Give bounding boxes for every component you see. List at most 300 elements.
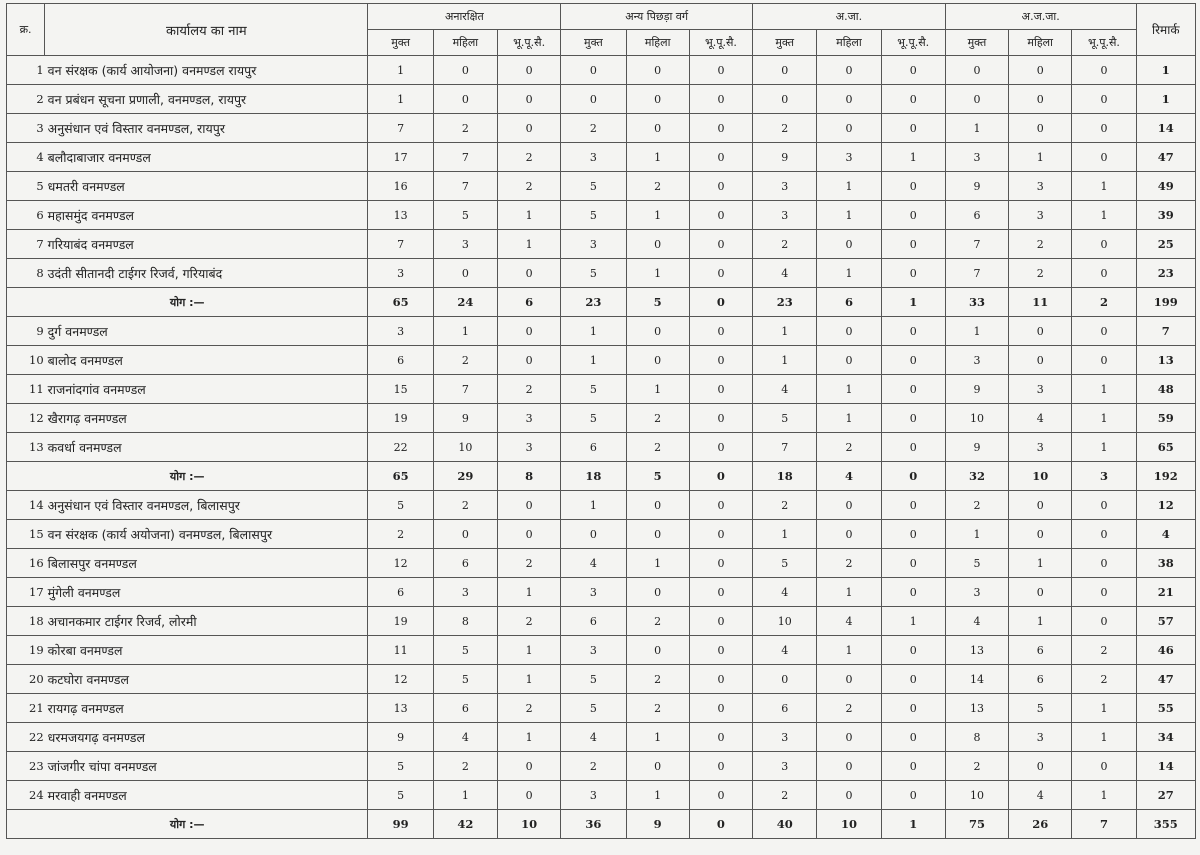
count-cell: 3: [433, 578, 497, 607]
count-cell: 9: [945, 172, 1008, 201]
count-cell: 0: [689, 781, 752, 810]
count-cell: 3: [945, 143, 1008, 172]
count-cell: 16: [368, 172, 433, 201]
count-cell: 5: [561, 665, 626, 694]
count-cell: 0: [881, 230, 945, 259]
count-cell: 7: [945, 230, 1008, 259]
table-row: [7, 143, 1196, 172]
count-cell: 1: [433, 781, 497, 810]
count-cell: 9: [753, 143, 817, 172]
count-cell: 42: [433, 810, 497, 839]
count-cell: 1: [945, 317, 1008, 346]
count-cell: 13: [368, 201, 433, 230]
count-cell: 3: [498, 433, 561, 462]
count-cell: 0: [498, 317, 561, 346]
count-cell: 0: [1072, 578, 1136, 607]
serial-number: 8: [7, 259, 45, 288]
count-cell: 5: [368, 491, 433, 520]
count-cell: 4: [753, 636, 817, 665]
count-cell: 6: [561, 607, 626, 636]
count-cell: 5: [561, 404, 626, 433]
count-cell: 9: [626, 810, 689, 839]
count-cell: 0: [1009, 56, 1072, 85]
count-cell: 0: [1072, 346, 1136, 375]
count-cell: 8: [498, 462, 561, 491]
total-row: [7, 462, 1196, 491]
count-cell: 7: [433, 172, 497, 201]
count-cell: 3: [753, 723, 817, 752]
count-cell: 0: [498, 259, 561, 288]
office-name: बालोद वनमण्डल: [45, 346, 368, 375]
count-cell: 4: [753, 375, 817, 404]
serial-number: 4: [7, 143, 45, 172]
count-cell: 4: [817, 462, 881, 491]
office-name: राजनांदगांव वनमण्डल: [45, 375, 368, 404]
count-cell: 1: [498, 201, 561, 230]
count-cell: 1: [817, 636, 881, 665]
count-cell: 0: [817, 723, 881, 752]
count-cell: 2: [753, 230, 817, 259]
count-cell: 2: [498, 172, 561, 201]
count-cell: 11: [368, 636, 433, 665]
group-header-unreserved: अनारक्षित: [368, 4, 561, 30]
count-cell: 13: [368, 694, 433, 723]
count-cell: 2: [817, 694, 881, 723]
count-cell: 17: [368, 143, 433, 172]
count-cell: 5: [433, 636, 497, 665]
count-cell: 1: [498, 636, 561, 665]
count-cell: 0: [881, 520, 945, 549]
table-row: [7, 346, 1196, 375]
count-cell: 0: [881, 375, 945, 404]
count-cell: 1: [817, 404, 881, 433]
count-cell: 0: [433, 259, 497, 288]
count-cell: 3: [1009, 433, 1072, 462]
count-cell: 3: [1009, 201, 1072, 230]
count-cell: 0: [1072, 230, 1136, 259]
office-name: गरियाबंद वनमण्डल: [45, 230, 368, 259]
office-name: वन प्रबंधन सूचना प्रणाली, वनमण्डल, रायपुर: [45, 85, 368, 114]
subheader-cell: महिला: [817, 30, 881, 56]
count-cell: 2: [561, 752, 626, 781]
count-cell: 33: [945, 288, 1008, 317]
office-name: उदंती सीतानदी टाईगर रिजर्व, गरियाबंद: [45, 259, 368, 288]
count-cell: 3: [368, 259, 433, 288]
count-cell: 7: [368, 114, 433, 143]
table-row: [7, 433, 1196, 462]
count-cell: 4: [753, 578, 817, 607]
serial-number: 23: [7, 752, 45, 781]
count-cell: 1: [498, 578, 561, 607]
count-cell: 0: [689, 694, 752, 723]
count-cell: 2: [1009, 230, 1072, 259]
count-cell: 10: [753, 607, 817, 636]
count-cell: 8: [945, 723, 1008, 752]
count-cell: 2: [626, 433, 689, 462]
count-cell: 7: [1072, 810, 1136, 839]
count-cell: 0: [817, 781, 881, 810]
count-cell: 0: [1009, 114, 1072, 143]
count-cell: 1: [433, 317, 497, 346]
count-cell: 5: [945, 549, 1008, 578]
subheader-cell: भू.पू.सै.: [498, 30, 561, 56]
count-cell: 2: [368, 520, 433, 549]
count-cell: 0: [626, 85, 689, 114]
subheader-cell: भू.पू.सै.: [1072, 30, 1136, 56]
count-cell: 0: [1009, 317, 1072, 346]
count-cell: 0: [689, 752, 752, 781]
total-row: [7, 810, 1196, 839]
remark-header: रिमार्क: [1136, 4, 1195, 56]
serial-number: 2: [7, 85, 45, 114]
count-cell: 0: [689, 607, 752, 636]
table-row: [7, 578, 1196, 607]
count-cell: 0: [689, 375, 752, 404]
office-name: कोरबा वनमण्डल: [45, 636, 368, 665]
count-cell: 2: [945, 752, 1008, 781]
count-cell: 0: [689, 404, 752, 433]
serial-number: 20: [7, 665, 45, 694]
serial-number: 6: [7, 201, 45, 230]
count-cell: 1: [498, 665, 561, 694]
count-cell: 14: [945, 665, 1008, 694]
table-row: [7, 520, 1196, 549]
count-cell: 0: [1072, 317, 1136, 346]
count-cell: 6: [561, 433, 626, 462]
office-name: खैरागढ़ वनमण्डल: [45, 404, 368, 433]
count-cell: 0: [626, 636, 689, 665]
count-cell: 0: [1072, 143, 1136, 172]
remark-total: 4: [1136, 520, 1195, 549]
count-cell: 0: [945, 85, 1008, 114]
count-cell: 0: [561, 56, 626, 85]
count-cell: 7: [945, 259, 1008, 288]
remark-total: 1: [1136, 56, 1195, 85]
remark-total: 23: [1136, 259, 1195, 288]
serial-number: 16: [7, 549, 45, 578]
count-cell: 1: [498, 723, 561, 752]
count-cell: 3: [561, 781, 626, 810]
table-row: [7, 85, 1196, 114]
total-label: योग :—: [7, 462, 368, 491]
count-cell: 1: [626, 259, 689, 288]
count-cell: 0: [689, 578, 752, 607]
count-cell: 0: [689, 665, 752, 694]
remark-total: 47: [1136, 143, 1195, 172]
office-name: दुर्ग वनमण्डल: [45, 317, 368, 346]
count-cell: 5: [561, 694, 626, 723]
count-cell: 0: [881, 172, 945, 201]
count-cell: 0: [881, 114, 945, 143]
office-name: मुंगेली वनमण्डल: [45, 578, 368, 607]
total-row: [7, 288, 1196, 317]
vacancy-table: [6, 3, 1196, 839]
serial-number: 1: [7, 56, 45, 85]
count-cell: 5: [561, 172, 626, 201]
count-cell: 4: [945, 607, 1008, 636]
count-cell: 0: [1072, 85, 1136, 114]
count-cell: 8: [433, 607, 497, 636]
count-cell: 3: [1072, 462, 1136, 491]
count-cell: 0: [881, 85, 945, 114]
count-cell: 99: [368, 810, 433, 839]
count-cell: 5: [561, 259, 626, 288]
count-cell: 2: [498, 375, 561, 404]
count-cell: 1: [1072, 201, 1136, 230]
count-cell: 6: [433, 549, 497, 578]
remark-total: 57: [1136, 607, 1195, 636]
count-cell: 1: [881, 607, 945, 636]
remark-total: 7: [1136, 317, 1195, 346]
count-cell: 3: [368, 317, 433, 346]
count-cell: 0: [626, 346, 689, 375]
count-cell: 4: [561, 723, 626, 752]
count-cell: 65: [368, 288, 433, 317]
count-cell: 1: [561, 317, 626, 346]
count-cell: 13: [945, 636, 1008, 665]
count-cell: 0: [1072, 520, 1136, 549]
count-cell: 0: [689, 433, 752, 462]
count-cell: 6: [1009, 636, 1072, 665]
count-cell: 1: [753, 317, 817, 346]
count-cell: 1: [561, 491, 626, 520]
count-cell: 1: [368, 85, 433, 114]
table-row: [7, 230, 1196, 259]
count-cell: 0: [626, 317, 689, 346]
count-cell: 0: [881, 404, 945, 433]
count-cell: 2: [1072, 665, 1136, 694]
count-cell: 10: [1009, 462, 1072, 491]
count-cell: 0: [1009, 491, 1072, 520]
count-cell: 0: [817, 317, 881, 346]
count-cell: 29: [433, 462, 497, 491]
count-cell: 0: [881, 259, 945, 288]
table-row: [7, 491, 1196, 520]
count-cell: 18: [561, 462, 626, 491]
count-cell: 1: [1009, 607, 1072, 636]
count-cell: 0: [753, 665, 817, 694]
remark-total: 13: [1136, 346, 1195, 375]
count-cell: 0: [881, 201, 945, 230]
count-cell: 2: [1072, 288, 1136, 317]
count-cell: 0: [498, 346, 561, 375]
count-cell: 0: [498, 85, 561, 114]
count-cell: 2: [433, 491, 497, 520]
count-cell: 1: [753, 520, 817, 549]
table-row: [7, 549, 1196, 578]
count-cell: 0: [689, 462, 752, 491]
count-cell: 1: [817, 172, 881, 201]
count-cell: 4: [753, 259, 817, 288]
serial-number: 5: [7, 172, 45, 201]
office-name: महासमुंद वनमण्डल: [45, 201, 368, 230]
count-cell: 0: [881, 462, 945, 491]
count-cell: 0: [881, 433, 945, 462]
remark-total: 59: [1136, 404, 1195, 433]
office-name: बिलासपुर वनमण्डल: [45, 549, 368, 578]
subheader-cell: मुक्त: [561, 30, 626, 56]
count-cell: 1: [626, 549, 689, 578]
count-cell: 7: [753, 433, 817, 462]
count-cell: 0: [1009, 520, 1072, 549]
count-cell: 0: [626, 114, 689, 143]
count-cell: 7: [433, 375, 497, 404]
count-cell: 3: [561, 578, 626, 607]
serial-number: 22: [7, 723, 45, 752]
count-cell: 6: [753, 694, 817, 723]
count-cell: 6: [945, 201, 1008, 230]
count-cell: 0: [881, 549, 945, 578]
count-cell: 5: [433, 665, 497, 694]
count-cell: 0: [1072, 549, 1136, 578]
subheader-cell: मुक्त: [368, 30, 433, 56]
count-cell: 2: [626, 665, 689, 694]
count-cell: 0: [817, 752, 881, 781]
count-cell: 0: [689, 636, 752, 665]
count-cell: 7: [433, 143, 497, 172]
count-cell: 10: [498, 810, 561, 839]
count-cell: 6: [433, 694, 497, 723]
remark-total: 192: [1136, 462, 1195, 491]
count-cell: 0: [689, 114, 752, 143]
count-cell: 0: [689, 288, 752, 317]
count-cell: 1: [1072, 723, 1136, 752]
office-name: बलौदाबाजार वनमण्डल: [45, 143, 368, 172]
count-cell: 12: [368, 549, 433, 578]
count-cell: 0: [1009, 346, 1072, 375]
count-cell: 9: [945, 375, 1008, 404]
count-cell: 0: [626, 230, 689, 259]
count-cell: 2: [753, 781, 817, 810]
office-name: अनुसंधान एवं विस्तार वनमण्डल, बिलासपुर: [45, 491, 368, 520]
serial-number: 24: [7, 781, 45, 810]
count-cell: 4: [561, 549, 626, 578]
count-cell: 2: [433, 114, 497, 143]
count-cell: 0: [945, 56, 1008, 85]
count-cell: 0: [689, 201, 752, 230]
count-cell: 1: [817, 578, 881, 607]
count-cell: 0: [881, 694, 945, 723]
count-cell: 1: [817, 259, 881, 288]
count-cell: 2: [753, 491, 817, 520]
remark-total: 25: [1136, 230, 1195, 259]
count-cell: 0: [881, 491, 945, 520]
count-cell: 2: [817, 549, 881, 578]
count-cell: 0: [626, 520, 689, 549]
office-name: वन संरक्षक (कार्य अयोजना) वनमण्डल, बिलासपुर: [45, 520, 368, 549]
serial-number: 19: [7, 636, 45, 665]
count-cell: 1: [561, 346, 626, 375]
count-cell: 3: [561, 636, 626, 665]
remark-total: 47: [1136, 665, 1195, 694]
count-cell: 0: [1072, 491, 1136, 520]
office-name: धमतरी वनमण्डल: [45, 172, 368, 201]
count-cell: 2: [626, 404, 689, 433]
remark-total: 49: [1136, 172, 1195, 201]
table-row: [7, 781, 1196, 810]
count-cell: 2: [945, 491, 1008, 520]
count-cell: 1: [881, 143, 945, 172]
table-row: [7, 317, 1196, 346]
count-cell: 75: [945, 810, 1008, 839]
table-row: [7, 259, 1196, 288]
count-cell: 26: [1009, 810, 1072, 839]
count-cell: 3: [1009, 172, 1072, 201]
remark-total: 27: [1136, 781, 1195, 810]
count-cell: 10: [817, 810, 881, 839]
count-cell: 0: [561, 520, 626, 549]
count-cell: 2: [433, 346, 497, 375]
count-cell: 1: [1072, 404, 1136, 433]
count-cell: 1: [626, 143, 689, 172]
count-cell: 12: [368, 665, 433, 694]
office-name: अचानकमार टाईगर रिजर्व, लोरमी: [45, 607, 368, 636]
count-cell: 0: [626, 56, 689, 85]
count-cell: 1: [368, 56, 433, 85]
count-cell: 0: [817, 85, 881, 114]
count-cell: 0: [689, 259, 752, 288]
count-cell: 1: [881, 810, 945, 839]
remark-total: 1: [1136, 85, 1195, 114]
count-cell: 0: [689, 491, 752, 520]
count-cell: 3: [433, 230, 497, 259]
count-cell: 4: [1009, 404, 1072, 433]
count-cell: 0: [817, 114, 881, 143]
serial-number: 7: [7, 230, 45, 259]
table-row: [7, 172, 1196, 201]
count-cell: 0: [433, 56, 497, 85]
office-name: कटघोरा वनमण्डल: [45, 665, 368, 694]
count-cell: 0: [689, 520, 752, 549]
count-cell: 2: [626, 172, 689, 201]
subheader-cell: मुक्त: [753, 30, 817, 56]
remark-total: 34: [1136, 723, 1195, 752]
count-cell: 2: [626, 607, 689, 636]
count-cell: 0: [881, 781, 945, 810]
remark-total: 48: [1136, 375, 1195, 404]
count-cell: 0: [753, 56, 817, 85]
subheader-cell: भू.पू.सै.: [689, 30, 752, 56]
count-cell: 2: [498, 607, 561, 636]
count-cell: 5: [561, 375, 626, 404]
count-cell: 5: [753, 549, 817, 578]
count-cell: 0: [498, 781, 561, 810]
count-cell: 0: [1009, 578, 1072, 607]
count-cell: 1: [1072, 172, 1136, 201]
count-cell: 7: [368, 230, 433, 259]
remark-total: 65: [1136, 433, 1195, 462]
count-cell: 19: [368, 404, 433, 433]
table-row: [7, 404, 1196, 433]
serial-number: 13: [7, 433, 45, 462]
count-cell: 9: [945, 433, 1008, 462]
count-cell: 2: [1009, 259, 1072, 288]
count-cell: 3: [561, 230, 626, 259]
count-cell: 2: [561, 114, 626, 143]
office-name: अनुसंधान एवं विस्तार वनमण्डल, रायपुर: [45, 114, 368, 143]
table-body: [7, 56, 1196, 839]
count-cell: 13: [945, 694, 1008, 723]
office-name: कवर्धा वनमण्डल: [45, 433, 368, 462]
count-cell: 32: [945, 462, 1008, 491]
office-name: धरमजयगढ़ वनमण्डल: [45, 723, 368, 752]
serial-number: 11: [7, 375, 45, 404]
serial-number: 9: [7, 317, 45, 346]
count-cell: 5: [626, 288, 689, 317]
count-cell: 1: [1072, 694, 1136, 723]
count-cell: 0: [881, 317, 945, 346]
count-cell: 0: [689, 230, 752, 259]
